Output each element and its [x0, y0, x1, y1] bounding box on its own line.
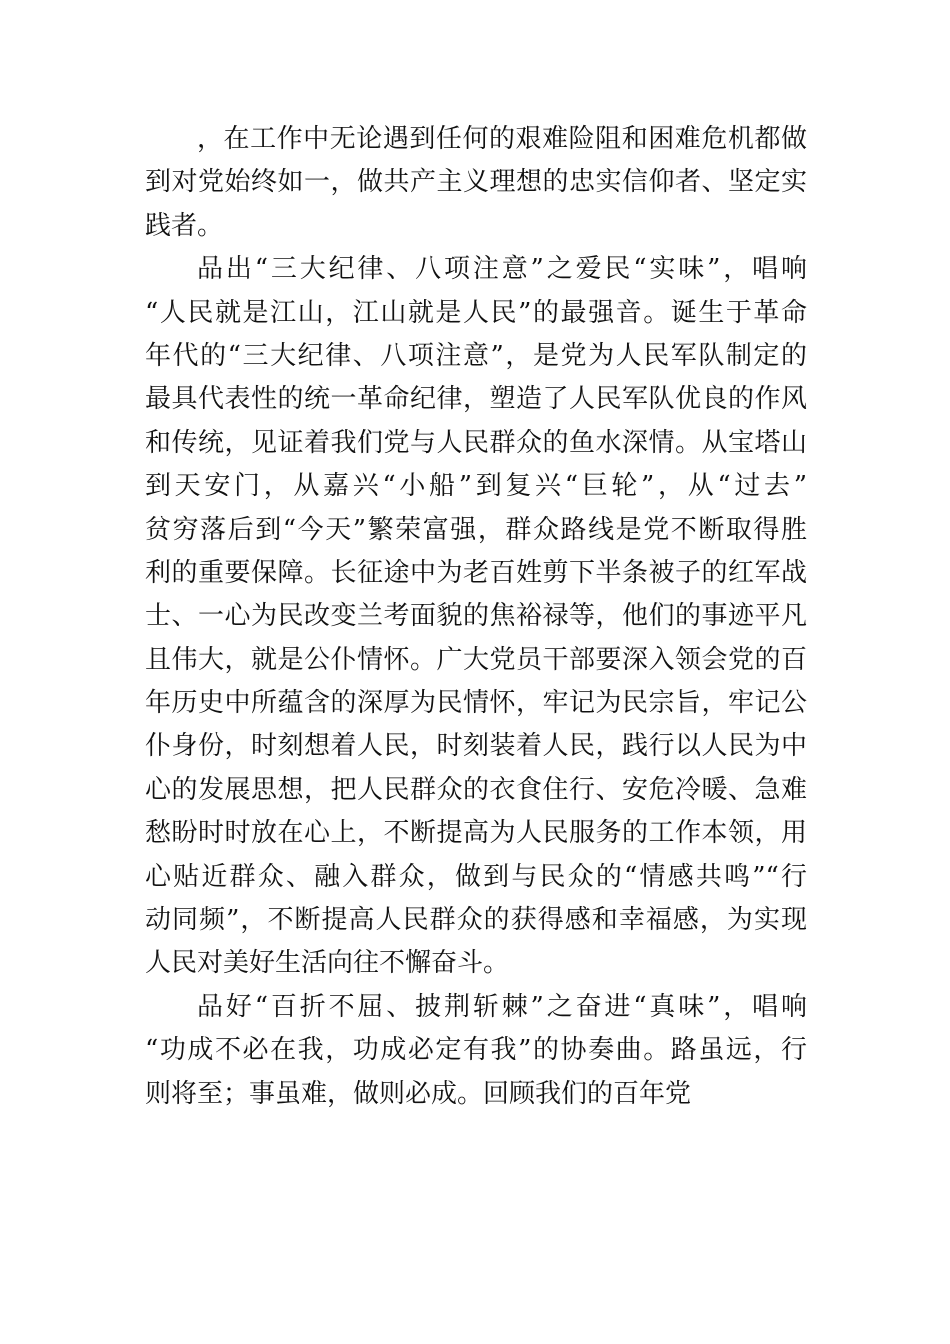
text-line: 年历史中所蕴含的深厚为民情怀，牢记为民宗旨，牢记公 — [145, 688, 807, 719]
text-line: “人民就是江山，江山就是人民”的最强音。诞生于革命 — [145, 297, 807, 328]
text-line: 利的重要保障。长征途中为老百姓剪下半条被子的红军战 — [145, 557, 807, 588]
body-text — [145, 118, 807, 1116]
text-line: 仆身份，时刻想着人民，时刻装着人民，践行以人民为中 — [145, 731, 807, 762]
text-line: 心贴近群众、融入群众，做到与民众的“情感共鸣”“行 — [145, 861, 807, 892]
text-line: 愁盼时时放在心上，不断提高为人民服务的工作本领，用 — [145, 818, 807, 849]
text-line: 且伟大，就是公仆情怀。广大党员干部要深入领会党的百 — [145, 644, 807, 675]
text-line: 士、一心为民改变兰考面貌的焦裕禄等，他们的事迹平凡 — [145, 601, 807, 632]
text-line: 贫穷落后到“今天”繁荣富强，群众路线是党不断取得胜 — [145, 514, 807, 545]
text-line: 到天安门，从嘉兴“小船”到复兴“巨轮”，从“过去” — [145, 471, 807, 502]
text-line: 心的发展思想，把人民群众的衣食住行、安危冷暖、急难 — [145, 774, 807, 805]
text-line: 和传统，见证着我们党与人民群众的鱼水深情。从宝塔山 — [145, 427, 807, 458]
text-line: 动同频”，不断提高人民群众的获得感和幸福感，为实现 — [145, 905, 807, 936]
text-line: 到对党始终如一，做共产主义理想的忠实信仰者、坚定实 — [145, 167, 807, 198]
text-line: 品出“三大纪律、八项注意”之爱民“实味”，唱响 — [197, 254, 807, 285]
text-line: ，在工作中无论遇到任何的艰难险阻和困难危机都做 — [197, 124, 807, 154]
text-line: 最具代表性的统一革命纪律，塑造了人民军队优良的作风 — [145, 384, 807, 415]
text-line: 人民对美好生活向往不懈奋斗。 — [145, 948, 510, 979]
text-line: 践者。 — [145, 210, 224, 241]
text-line: 品好“百折不屈、披荆斩棘”之奋进“真味”，唱响 — [197, 991, 807, 1022]
text-line: 年代的“三大纪律、八项注意”，是党为人民军队制定的 — [145, 340, 807, 371]
text-line: 则将至；事虽难，做则必成。回顾我们的百年党 — [145, 1078, 692, 1109]
text-line: “功成不必在我，功成必定有我”的协奏曲。路虽远，行 — [145, 1035, 807, 1066]
